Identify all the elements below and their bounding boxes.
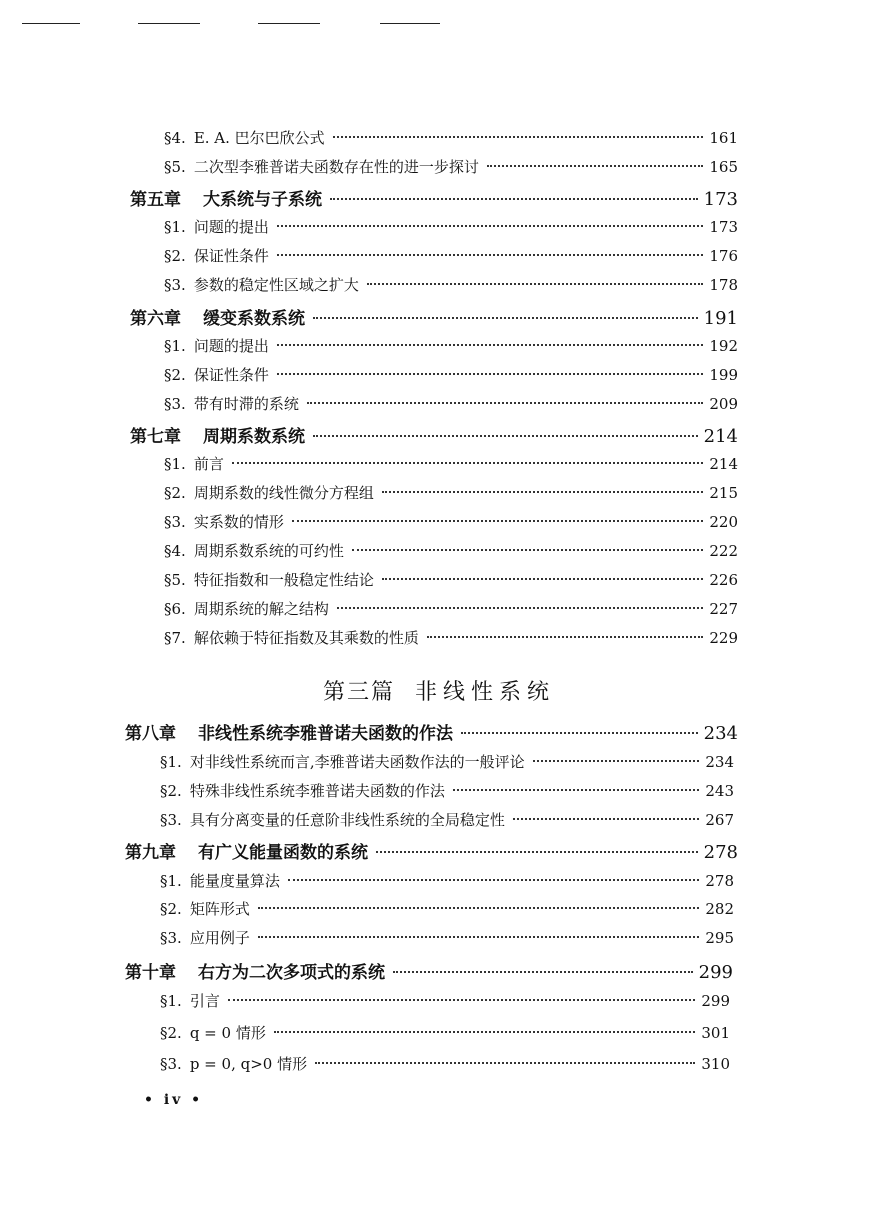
section-title: p = 0, q>0 情形 — [189, 1055, 308, 1073]
dot-leader — [307, 402, 704, 404]
toc-section-entry — [164, 364, 738, 386]
dot-leader — [330, 198, 698, 200]
toc-section-entry — [164, 335, 738, 357]
dot-leader — [277, 373, 704, 375]
dot-leader — [232, 462, 704, 464]
section-title: 周期系数的线性微分方程组 — [193, 484, 374, 502]
toc-section-entry — [164, 453, 738, 475]
toc-section-entry — [164, 127, 738, 149]
page-number: 199 — [709, 366, 738, 384]
section-title: 参数的稳定性区域之扩大 — [193, 276, 359, 294]
toc-section-entry — [160, 751, 734, 773]
part-name: 非线性系统 — [415, 680, 556, 705]
dot-leader — [367, 283, 704, 285]
toc-section-entry — [160, 1053, 730, 1075]
toc-section-entry — [164, 245, 738, 267]
dot-leader — [258, 936, 700, 938]
section-title: 具有分离变量的任意阶非线性系统的全局稳定性 — [189, 811, 505, 829]
section-number: §6. — [164, 600, 186, 618]
section-number: §7. — [164, 629, 186, 647]
page-number: 173 — [703, 189, 738, 209]
toc-chapter-entry — [130, 422, 738, 446]
section-number: §2. — [164, 247, 186, 265]
section-number: §3. — [160, 811, 182, 829]
page-number: 282 — [705, 900, 734, 918]
section-title: 实系数的情形 — [193, 513, 284, 531]
page-number: 234 — [705, 753, 734, 771]
section-number: §4. — [164, 542, 186, 560]
page-number: 214 — [703, 426, 738, 446]
toc-section-entry — [164, 627, 738, 649]
top-rule-4 — [380, 23, 440, 24]
section-number: §2. — [164, 484, 186, 502]
section-number: §3. — [160, 929, 182, 947]
page-number: 278 — [703, 842, 738, 862]
page-number: 226 — [709, 571, 738, 589]
chapter-number: 第七章 — [130, 427, 181, 446]
page-number: 234 — [703, 723, 738, 743]
dot-leader — [461, 732, 698, 734]
section-number: §3. — [164, 276, 186, 294]
dot-leader — [333, 136, 704, 138]
dot-leader — [393, 971, 693, 973]
toc-chapter-entry — [125, 958, 733, 982]
chapter-number: 第五章 — [130, 190, 181, 209]
chapter-title: 右方为二次多项式的系统 — [198, 963, 385, 982]
page-number: 178 — [709, 276, 738, 294]
section-title: 保证性条件 — [193, 366, 269, 384]
page-number: 243 — [705, 782, 734, 800]
toc-section-entry — [164, 511, 738, 533]
dot-leader — [376, 851, 698, 853]
dot-leader — [228, 999, 696, 1001]
dot-leader — [277, 225, 704, 227]
dot-leader — [277, 254, 704, 256]
part-heading — [0, 675, 870, 706]
section-title: q = 0 情形 — [189, 1024, 266, 1042]
page-number: 267 — [705, 811, 734, 829]
page-number: 229 — [709, 629, 738, 647]
section-number: §3. — [164, 395, 186, 413]
chapter-title: 大系统与子系统 — [203, 190, 322, 209]
dot-leader — [352, 549, 704, 551]
section-title: 对非线性系统而言,李雅普诺夫函数作法的一般评论 — [189, 753, 525, 771]
chapter-number: 第九章 — [125, 843, 176, 862]
dot-leader — [288, 879, 700, 881]
chapter-number: 第八章 — [125, 724, 176, 743]
page-number: 299 — [698, 962, 733, 982]
dot-leader — [427, 636, 704, 638]
dot-leader — [313, 317, 698, 319]
section-title: E. A. 巴尔巴欣公式 — [193, 129, 325, 147]
section-title: 矩阵形式 — [189, 900, 250, 918]
section-title: 能量度量算法 — [189, 872, 280, 890]
section-number: §3. — [164, 513, 186, 531]
page-number: 295 — [705, 929, 734, 947]
section-number: §3. — [160, 1055, 182, 1073]
section-title: 保证性条件 — [193, 247, 269, 265]
chapter-number: 第六章 — [130, 309, 181, 328]
section-number: §2. — [160, 1024, 182, 1042]
section-title: 问题的提出 — [193, 218, 269, 236]
section-title: 特征指数和一般稳定性结论 — [193, 571, 374, 589]
section-title: 解依赖于特征指数及其乘数的性质 — [193, 629, 419, 647]
section-title: 带有时滞的系统 — [193, 395, 299, 413]
toc-section-entry — [160, 780, 734, 802]
toc-section-entry — [164, 540, 738, 562]
top-rule-1 — [22, 23, 80, 24]
section-number: §4. — [164, 129, 186, 147]
top-rule-3 — [258, 23, 320, 24]
page-number: 191 — [703, 308, 738, 328]
page-folio: • iv • — [144, 1092, 204, 1108]
page-number: 222 — [709, 542, 738, 560]
dot-leader — [382, 491, 704, 493]
chapter-number: 第十章 — [125, 963, 176, 982]
chapter-title: 缓变系数系统 — [203, 309, 305, 328]
toc-section-entry — [164, 274, 738, 296]
toc-section-entry — [164, 216, 738, 238]
section-title: 二次型李雅普诺夫函数存在性的进一步探讨 — [193, 158, 479, 176]
section-number: §5. — [164, 158, 186, 176]
toc-section-entry — [160, 870, 734, 892]
page-number: 192 — [709, 337, 738, 355]
page-number: 165 — [709, 158, 738, 176]
section-number: §1. — [164, 218, 186, 236]
toc-chapter-entry — [125, 838, 738, 862]
page-number: 310 — [701, 1055, 730, 1073]
dot-leader — [292, 520, 704, 522]
page-number: 301 — [701, 1024, 730, 1042]
part-number: 第三篇 — [322, 680, 395, 705]
chapter-title: 周期系数系统 — [203, 427, 305, 446]
toc-section-entry — [164, 482, 738, 504]
page-number: 227 — [709, 600, 738, 618]
chapter-title: 非线性系统李雅普诺夫函数的作法 — [198, 724, 453, 743]
section-title: 周期系统的解之结构 — [193, 600, 329, 618]
page-number: 209 — [709, 395, 738, 413]
section-number: §1. — [160, 872, 182, 890]
section-title: 周期系数系统的可约性 — [193, 542, 344, 560]
toc-section-entry — [164, 156, 738, 178]
dot-leader — [453, 789, 700, 791]
toc-section-entry — [160, 898, 734, 920]
toc-section-entry — [160, 990, 730, 1012]
section-number: §2. — [164, 366, 186, 384]
toc-chapter-entry — [130, 304, 738, 328]
dot-leader — [258, 907, 700, 909]
toc-chapter-entry — [125, 719, 738, 743]
section-number: §1. — [160, 992, 182, 1010]
dot-leader — [487, 165, 704, 167]
page-number: 161 — [709, 129, 738, 147]
page-number: 176 — [709, 247, 738, 265]
toc-section-entry — [164, 393, 738, 415]
toc-chapter-entry — [130, 185, 738, 209]
dot-leader — [382, 578, 704, 580]
section-title: 前言 — [193, 455, 224, 473]
toc-section-entry — [160, 927, 734, 949]
dot-leader — [277, 344, 704, 346]
page-number: 214 — [709, 455, 738, 473]
section-title: 应用例子 — [189, 929, 250, 947]
section-title: 引言 — [189, 992, 220, 1010]
chapter-title: 有广义能量函数的系统 — [198, 843, 368, 862]
top-rule-2 — [138, 23, 200, 24]
dot-leader — [313, 435, 698, 437]
page-number: 215 — [709, 484, 738, 502]
section-title: 特殊非线性系统李雅普诺夫函数的作法 — [189, 782, 445, 800]
toc-section-entry — [160, 809, 734, 831]
section-number: §2. — [160, 900, 182, 918]
page-number: 220 — [709, 513, 738, 531]
dot-leader — [315, 1062, 695, 1064]
section-number: §1. — [164, 455, 186, 473]
page-number: 278 — [705, 872, 734, 890]
dot-leader — [274, 1031, 696, 1033]
toc-section-entry — [160, 1022, 730, 1044]
section-number: §1. — [160, 753, 182, 771]
page-number: 173 — [709, 218, 738, 236]
dot-leader — [513, 818, 700, 820]
section-number: §2. — [160, 782, 182, 800]
toc-section-entry — [164, 569, 738, 591]
dot-leader — [533, 760, 700, 762]
section-number: §1. — [164, 337, 186, 355]
toc-section-entry — [164, 598, 738, 620]
section-number: §5. — [164, 571, 186, 589]
page-number: 299 — [701, 992, 730, 1010]
dot-leader — [337, 607, 704, 609]
section-title: 问题的提出 — [193, 337, 269, 355]
